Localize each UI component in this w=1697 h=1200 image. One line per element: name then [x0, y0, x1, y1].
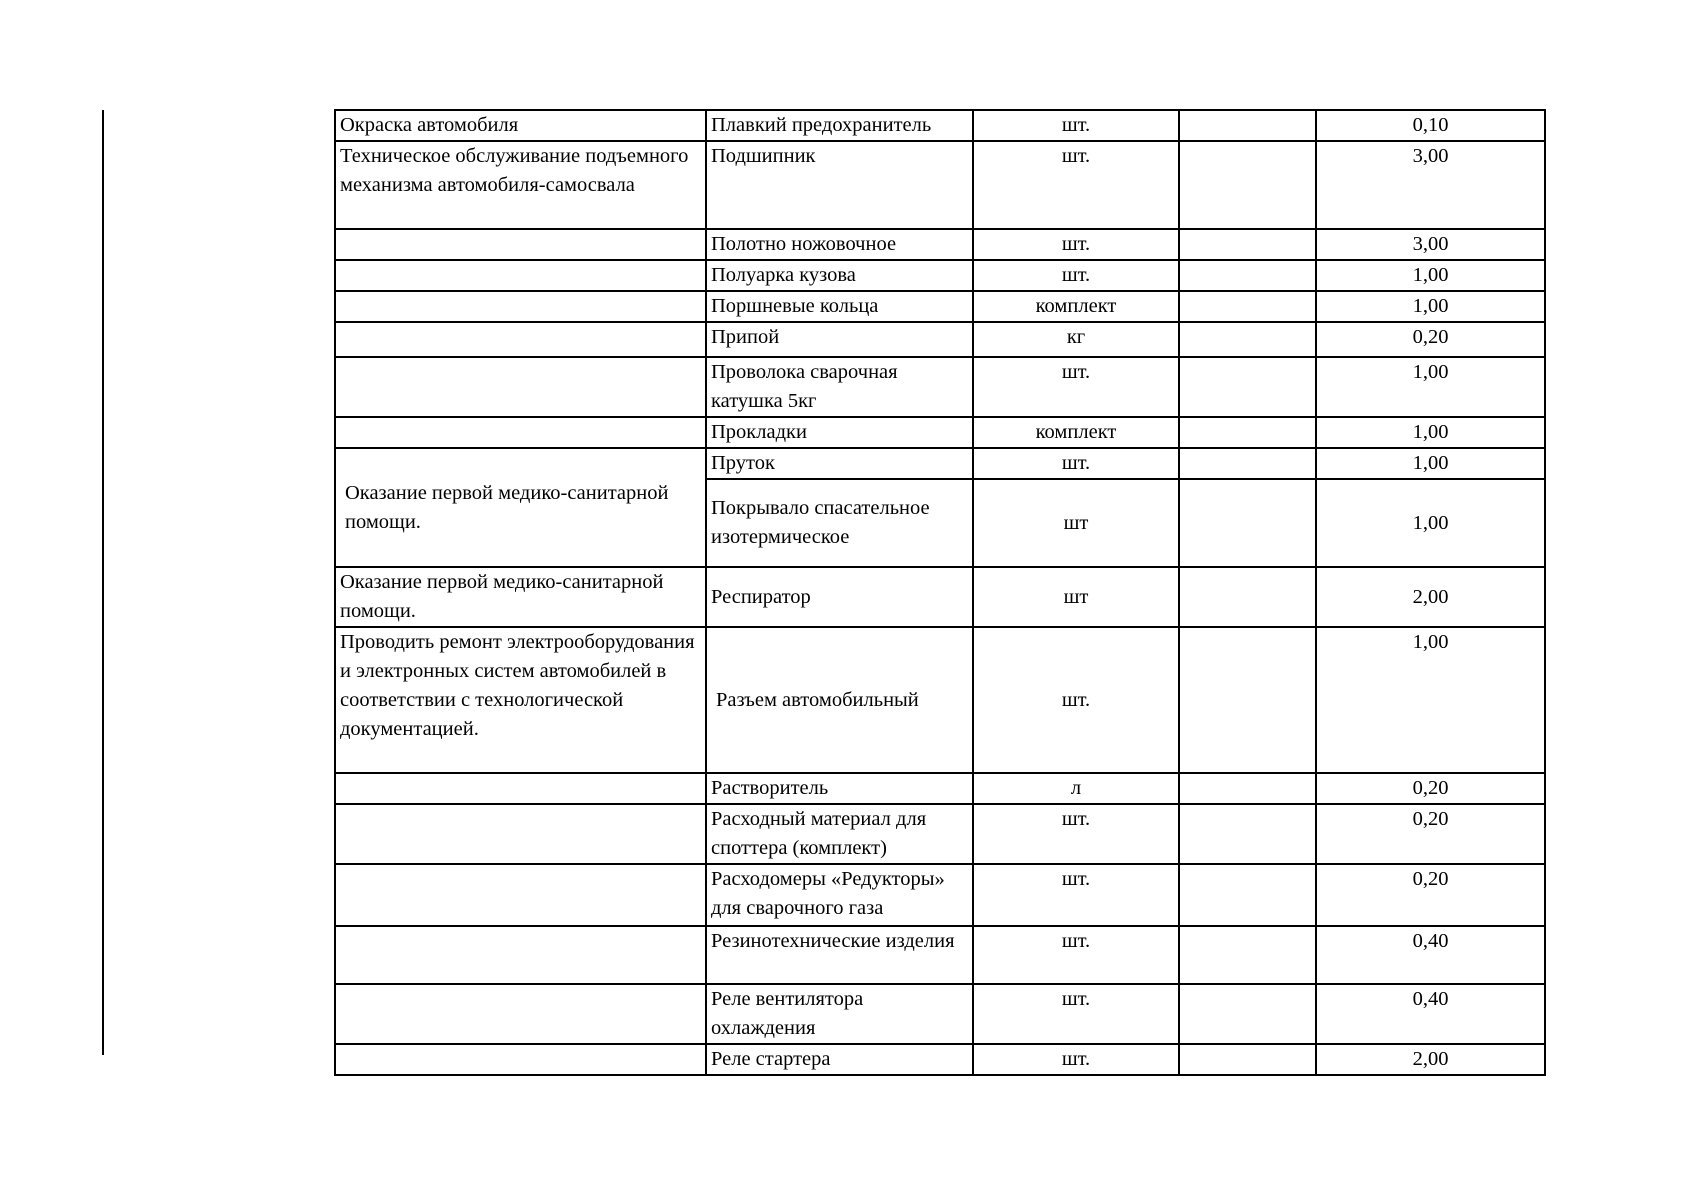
quantity-cell: 1,00 [1316, 479, 1545, 567]
empty-cell [1179, 448, 1316, 479]
unit-cell: шт. [973, 1044, 1179, 1075]
quantity-cell: 0,20 [1316, 804, 1545, 864]
item-cell: Плавкий предохранитель [706, 110, 973, 141]
unit-cell: шт. [973, 804, 1179, 864]
empty-cell [1179, 773, 1316, 804]
table-row [335, 864, 1545, 926]
unit-cell: шт [973, 567, 1179, 627]
quantity-cell: 3,00 [1316, 229, 1545, 260]
unit-cell: шт. [973, 141, 1179, 229]
quantity-cell: 0,20 [1316, 864, 1545, 926]
activity-cell [335, 322, 706, 357]
table-row [335, 804, 1545, 864]
activity-cell: Оказание первой медико-санитарной помощи. [335, 448, 706, 567]
item-cell: Полуарка кузова [706, 260, 973, 291]
quantity-cell: 2,00 [1316, 567, 1545, 627]
unit-cell: кг [973, 322, 1179, 357]
quantity-cell: 1,00 [1316, 291, 1545, 322]
activity-cell: Техническое обслуживание подъемного механизма автомобиля-самосвала [335, 141, 706, 229]
item-cell: Покрывало спасательное изотермическое [706, 479, 973, 567]
table-row [335, 627, 1545, 773]
activity-cell: Проводить ремонт электрооборудования и электронных систем автомобилей в соответствии с технологической документацией. [335, 627, 706, 773]
quantity-cell: 1,00 [1316, 357, 1545, 417]
table-row [335, 141, 1545, 229]
activity-cell: Окраска автомобиля [335, 110, 706, 141]
activity-cell [335, 229, 706, 260]
unit-cell: комплект [973, 417, 1179, 448]
table-row [335, 110, 1545, 141]
empty-cell [1179, 229, 1316, 260]
empty-cell [1179, 291, 1316, 322]
table-row [335, 448, 1545, 479]
quantity-cell: 1,00 [1316, 448, 1545, 479]
table-row [335, 322, 1545, 357]
unit-cell: шт. [973, 357, 1179, 417]
item-cell: Респиратор [706, 567, 973, 627]
table-row [335, 1044, 1545, 1075]
activity-cell [335, 804, 706, 864]
empty-cell [1179, 417, 1316, 448]
activity-cell [335, 357, 706, 417]
item-cell: Проволока сварочная катушка 5кг [706, 357, 973, 417]
quantity-cell: 1,00 [1316, 417, 1545, 448]
table-row [335, 567, 1545, 627]
unit-cell: шт. [973, 229, 1179, 260]
unit-cell: шт. [973, 260, 1179, 291]
empty-cell [1179, 357, 1316, 417]
unit-cell: шт. [973, 984, 1179, 1044]
unit-cell: шт. [973, 864, 1179, 926]
table-row [335, 417, 1545, 448]
activity-cell: Оказание первой медико-санитарной помощи. [335, 567, 706, 627]
item-cell: Расходный материал для споттера (комплект) [706, 804, 973, 864]
table-row [335, 926, 1545, 984]
empty-cell [1179, 479, 1316, 567]
unit-cell: шт. [973, 110, 1179, 141]
item-cell: Полотно ножовочное [706, 229, 973, 260]
quantity-cell: 0,20 [1316, 322, 1545, 357]
quantity-cell: 1,00 [1316, 627, 1545, 773]
quantity-cell: 3,00 [1316, 141, 1545, 229]
empty-cell [1179, 260, 1316, 291]
empty-cell [1179, 110, 1316, 141]
activity-cell [335, 1044, 706, 1075]
table-row [335, 291, 1545, 322]
unit-cell: л [973, 773, 1179, 804]
item-cell: Растворитель [706, 773, 973, 804]
empty-cell [1179, 864, 1316, 926]
empty-cell [1179, 567, 1316, 627]
empty-cell [1179, 984, 1316, 1044]
activity-cell [335, 984, 706, 1044]
quantity-cell: 2,00 [1316, 1044, 1545, 1075]
unit-cell: шт. [973, 926, 1179, 984]
activity-cell [335, 773, 706, 804]
table-row [335, 229, 1545, 260]
quantity-cell: 0,40 [1316, 984, 1545, 1044]
activity-cell [335, 260, 706, 291]
unit-cell: шт. [973, 448, 1179, 479]
activity-cell [335, 417, 706, 448]
item-cell: Разъем автомобильный [706, 627, 973, 773]
item-cell: Подшипник [706, 141, 973, 229]
table-row [335, 357, 1545, 417]
table-row [335, 984, 1545, 1044]
item-cell: Припой [706, 322, 973, 357]
item-cell: Реле вентилятора охлаждения [706, 984, 973, 1044]
item-cell: Резинотехнические изделия [706, 926, 973, 984]
quantity-cell: 0,20 [1316, 773, 1545, 804]
empty-cell [1179, 627, 1316, 773]
materials-table [334, 109, 1546, 1076]
empty-cell [1179, 1044, 1316, 1075]
table-row [335, 773, 1545, 804]
item-cell: Расходомеры «Редукторы» для сварочного газа [706, 864, 973, 926]
quantity-cell: 0,10 [1316, 110, 1545, 141]
empty-cell [1179, 141, 1316, 229]
empty-cell [1179, 926, 1316, 984]
quantity-cell: 1,00 [1316, 260, 1545, 291]
item-cell: Прокладки [706, 417, 973, 448]
unit-cell: шт [973, 479, 1179, 567]
empty-cell [1179, 804, 1316, 864]
unit-cell: комплект [973, 291, 1179, 322]
item-cell: Реле стартера [706, 1044, 973, 1075]
quantity-cell: 0,40 [1316, 926, 1545, 984]
activity-cell [335, 926, 706, 984]
page-margin-line [102, 110, 104, 1055]
activity-cell [335, 864, 706, 926]
activity-cell [335, 291, 706, 322]
unit-cell: шт. [973, 627, 1179, 773]
table-row [335, 260, 1545, 291]
item-cell: Поршневые кольца [706, 291, 973, 322]
empty-cell [1179, 322, 1316, 357]
item-cell: Пруток [706, 448, 973, 479]
